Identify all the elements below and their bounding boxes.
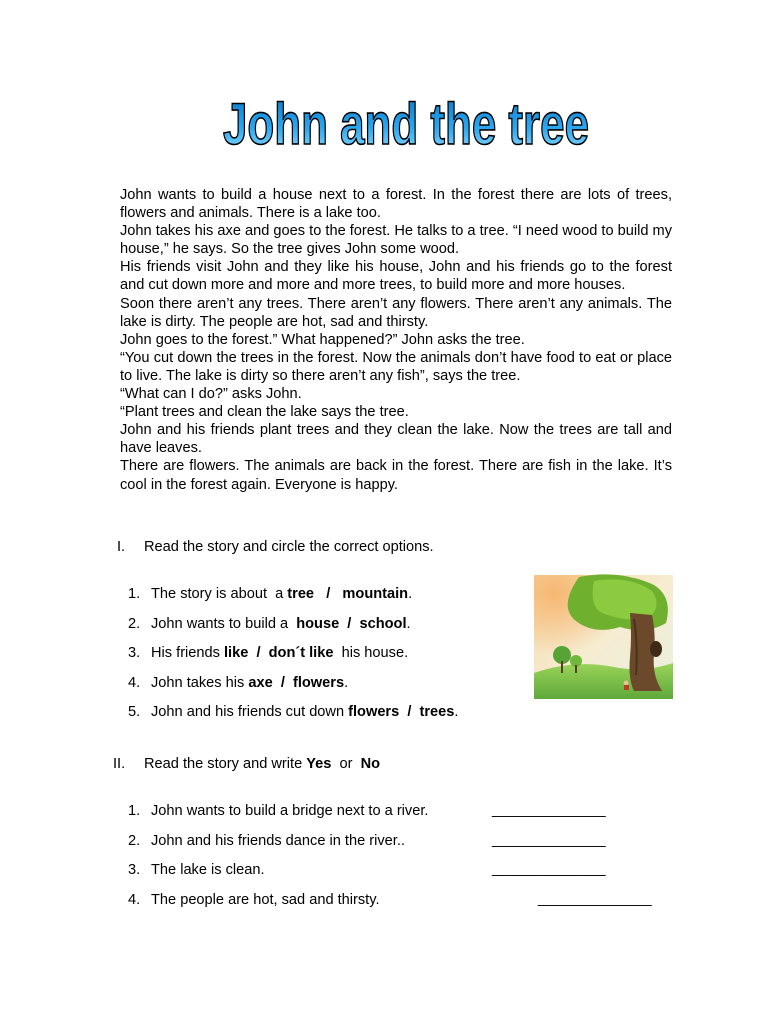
story-paragraph: John and his friends plant trees and they clean the lake. Now the trees are tall and have leaves. [120, 422, 672, 457]
title-wordart [218, 74, 594, 156]
story-paragraph: His friends visit John and they like his house, John and his friends go to the forest and cut down more and more and more trees, to build more and more houses. [120, 259, 672, 294]
story-text [120, 186, 672, 494]
list-item: 4. John takes his axe / flowers. [128, 674, 349, 691]
answer-options: like / don´t like [224, 645, 334, 661]
section-2-heading: II. Read the story and write Yes or No [113, 756, 381, 772]
page-title: John and the tree [223, 92, 589, 157]
list-item: 1. John wants to build a bridge next to a river. [128, 803, 429, 819]
tree-illustration [534, 575, 673, 699]
answer-blank[interactable]: ______________ [492, 802, 606, 818]
list-item: 2. John and his friends dance in the river.. [128, 832, 405, 849]
story-paragraph: John wants to build a house next to a forest. In the forest there are lots of trees, flowers and animals. There is a lake too. [120, 187, 672, 222]
section-1-heading [117, 538, 434, 556]
section-2-number: II. [113, 756, 126, 772]
answer-blank[interactable]: ______________ [492, 861, 606, 877]
section-1-number: I. [117, 539, 126, 555]
story-paragraph: Soon there aren’t any trees. There aren’t any flowers. There aren’t any animals. The lake is dirty. The people are hot, sad and thirsty. [120, 295, 672, 330]
no-word: No [360, 756, 381, 772]
answer-options: flowers / trees [348, 704, 455, 720]
list-item: 4. The people are hot, sad and thirsty. [128, 891, 380, 908]
answer-options: house / school [296, 615, 407, 632]
story-paragraph: “Plant trees and clean the lake says the tree. [120, 404, 409, 421]
story-paragraph: John takes his axe and goes to the forest. He talks to a tree. “I need wood to build my house,” he says. So the tree gives John some wood. [120, 223, 672, 258]
story-paragraph: John goes to the forest.” What happened?” John asks the tree. [120, 331, 525, 348]
story-paragraph: “You cut down the trees in the forest. Now the animals don’t have food to eat or place to live. The lake is dirty so there aren’t any fish”, says the tree. [120, 349, 672, 384]
story-paragraph: “What can I do?” asks John. [120, 386, 302, 403]
list-item: 3. His friends like / don´t like his house. [128, 645, 409, 661]
answer-blank[interactable]: ______________ [538, 890, 652, 907]
yes-word: Yes [306, 756, 332, 772]
list-item: 1. The story is about a tree / mountain. [128, 586, 413, 602]
answer-options: axe / flowers [248, 674, 345, 691]
list-item: 3. The lake is clean. [128, 862, 265, 878]
answer-blank[interactable]: ______________ [492, 831, 606, 848]
story-paragraph: There are flowers. The animals are back in the forest. There are fish in the lake. It’s cool in the forest again. Everyone is happy. [120, 458, 672, 493]
answer-options: tree / mountain [287, 586, 409, 602]
list-item: 5. John and his friends cut down flowers / trees. [128, 704, 459, 720]
section-1-instruction: Read the story and circle the correct options. [144, 539, 434, 555]
list-item: 2. John wants to build a house / school. [128, 615, 411, 632]
